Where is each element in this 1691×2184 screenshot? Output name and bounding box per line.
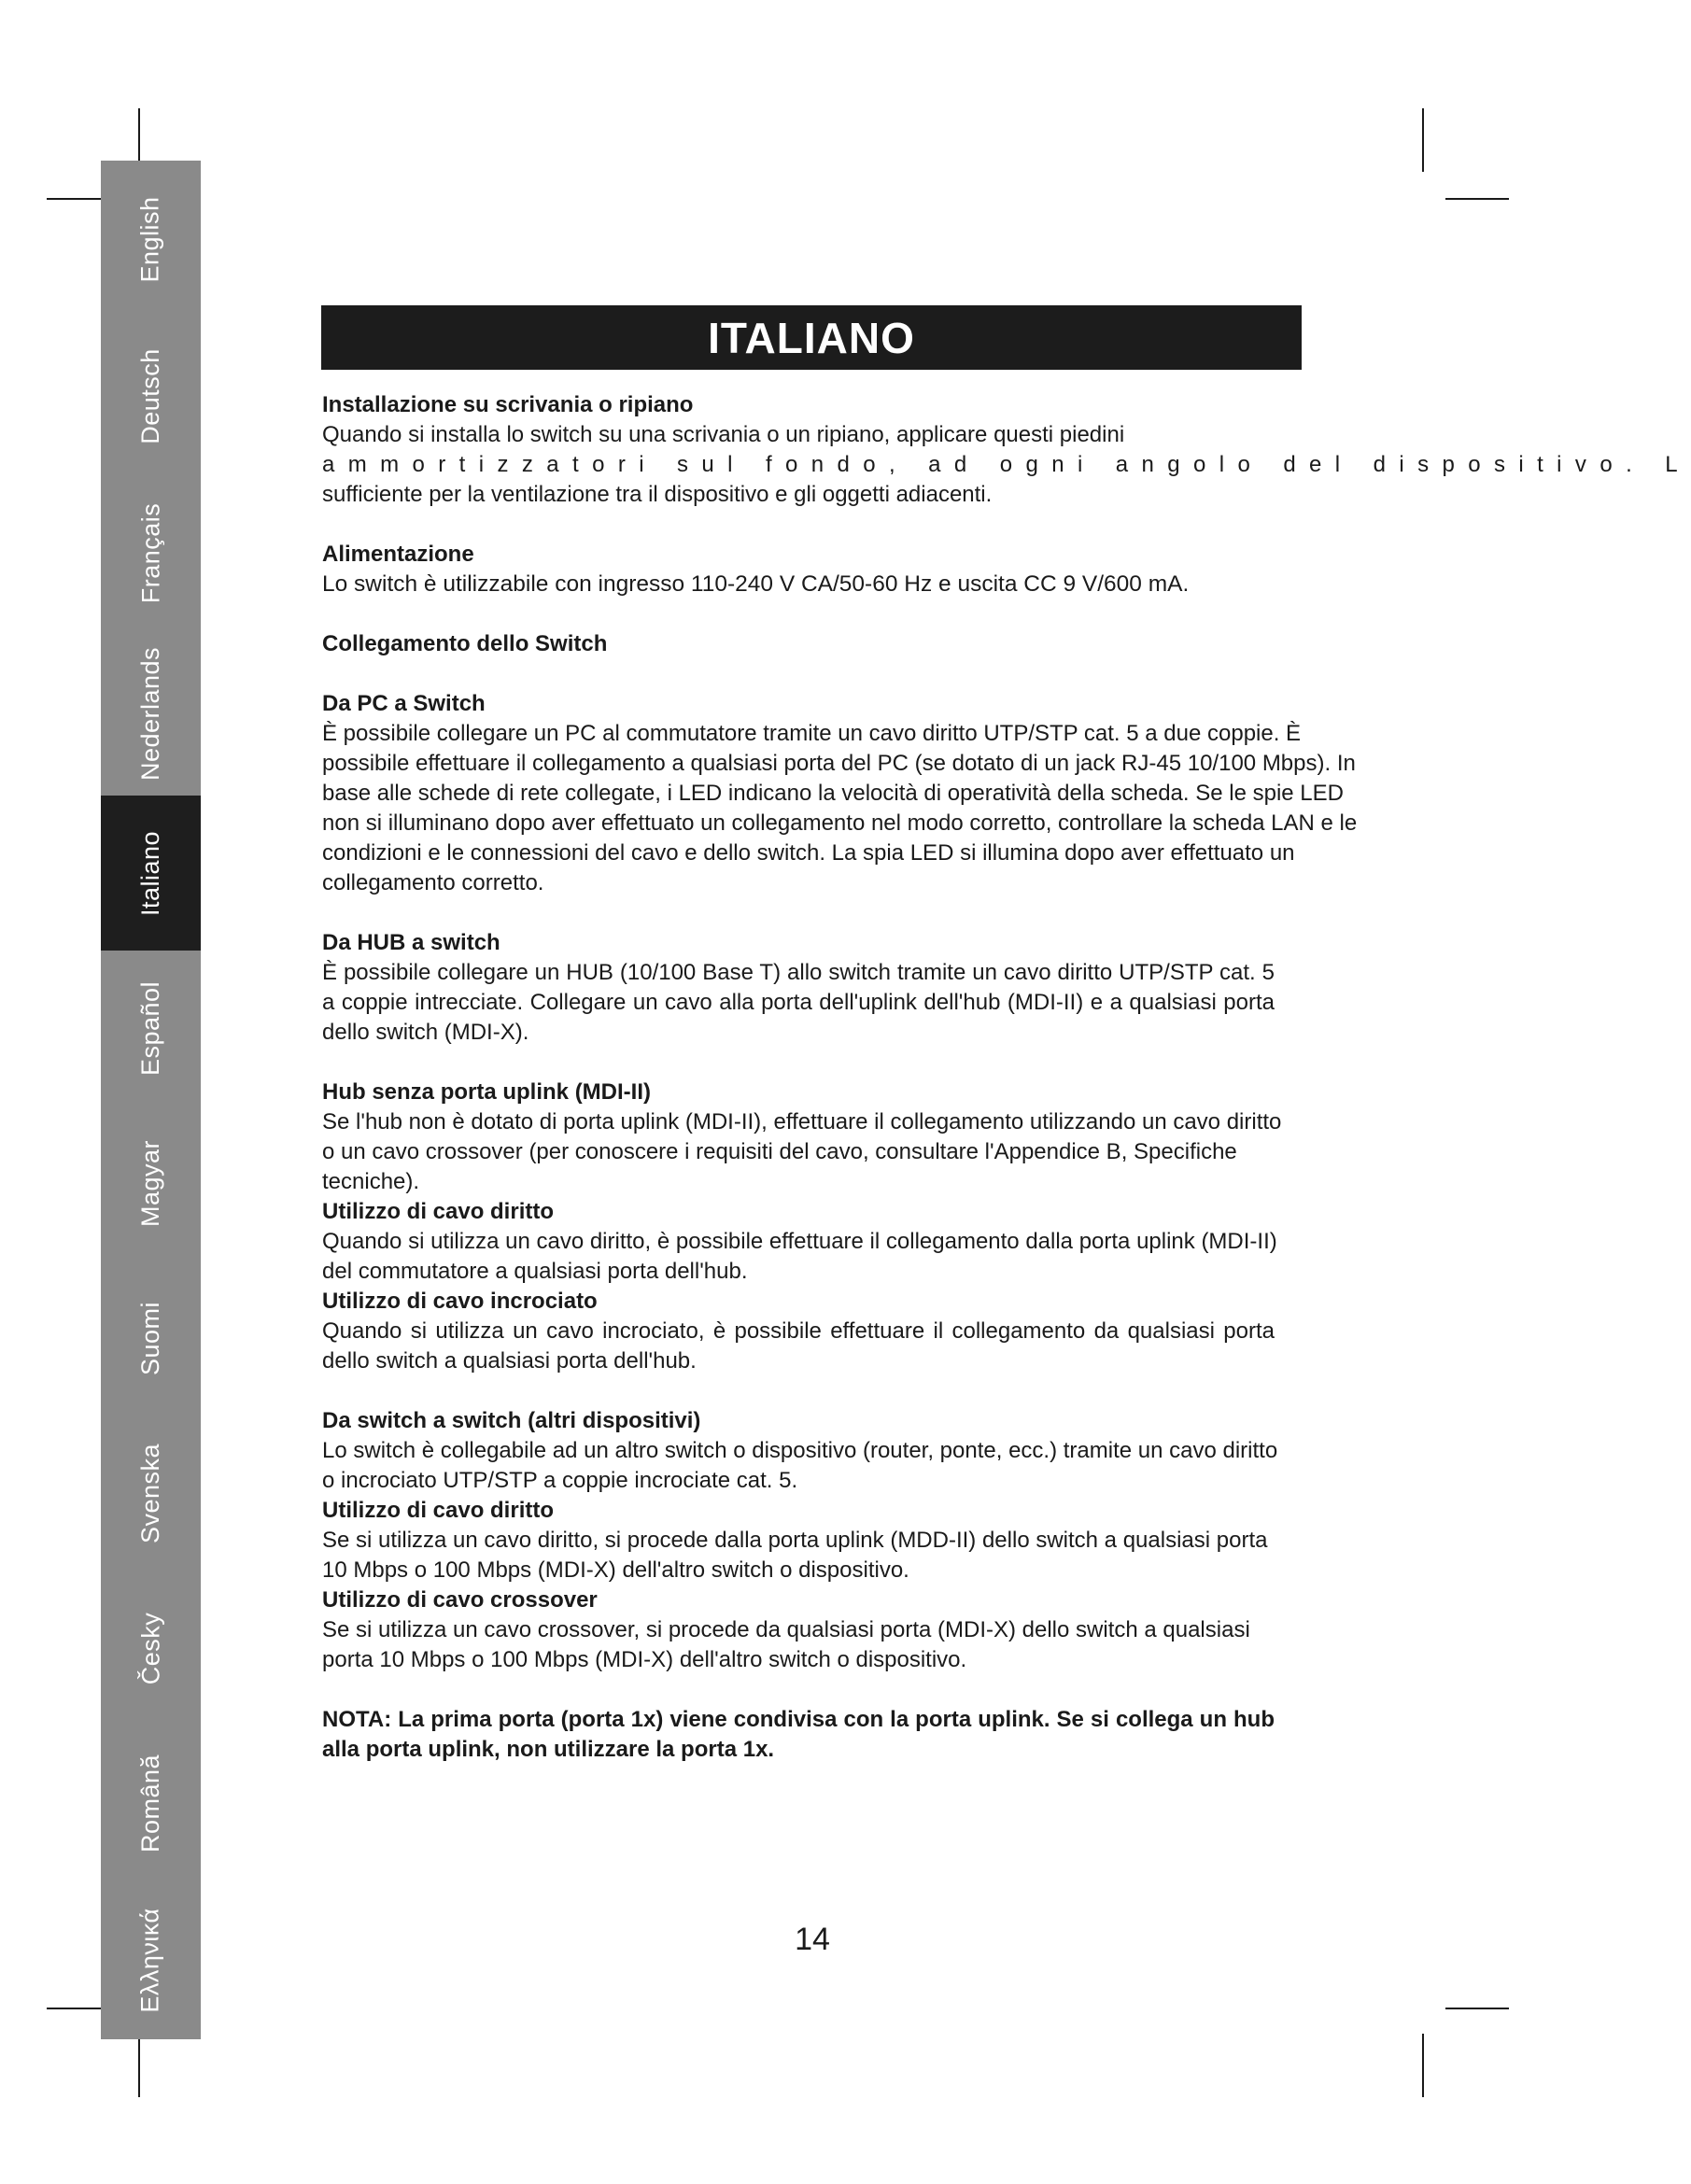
page-title-bar <box>321 305 1302 370</box>
paragraph: Se si utilizza un cavo diritto, si procede dalla porta uplink (MDD-II) dello switch a qualsiasi porta 10 Mbps o 100 Mbps (MDI-X) dell'altro switch o dispositivo. <box>322 1528 1268 1583</box>
paragraph: Se l'hub non è dotato di porta uplink (MDI-II), effettuare il collegamento utilizzando un cavo diritto o un cavo crossover (per conoscere i requisiti del cavo, consultare l'Appendice B, Specifiche tecniche). <box>322 1109 1282 1194</box>
section-heading: Installazione su scrivania o ripiano <box>322 392 694 417</box>
subsection-heading: Utilizzo di cavo crossover <box>322 1587 598 1613</box>
paragraph-line: Quando si installa lo switch su una scrivania o un ripiano, applicare questi piedini <box>322 422 1125 447</box>
subsection-heading: Utilizzo di cavo diritto <box>322 1199 555 1224</box>
lang-label: Nederlands <box>136 646 164 781</box>
lang-tab-deutsch[interactable] <box>101 317 201 474</box>
page-number: 14 <box>795 1922 830 1957</box>
lang-label: Deutsch <box>136 347 164 444</box>
lang-label: Svenska <box>136 1443 164 1543</box>
crop-mark <box>138 2034 140 2097</box>
lang-tab-cesky[interactable] <box>101 1571 201 1726</box>
lang-tab-suomi[interactable] <box>101 1261 201 1416</box>
lang-label: Magyar <box>136 1139 164 1227</box>
main-content <box>322 390 1691 1765</box>
lang-label: Español <box>135 980 164 1076</box>
lang-label: Suomi <box>136 1301 164 1375</box>
lang-tab-ellinika[interactable] <box>101 1881 201 2039</box>
lang-tab-svenska[interactable] <box>101 1416 201 1571</box>
paragraph: È possibile collegare un PC al commutatore tramite un cavo diritto UTP/STP cat. 5 a due coppie. È possibile effettuare il collegamento a qualsiasi porta del PC (se dotato di un jack RJ-45 10/100 Mbps). In base alle schede di rete collegate, i LED indicano la velocità di operatività della scheda. Se le spie LED non si illuminano dopo aver effettuato un collegamento nel modo corretto, controllare la scheda LAN e le condizioni e le connessioni del cavo e dello switch. La spia LED si illumina dopo aver effettuato un collegamento corretto. <box>322 721 1358 895</box>
section-heading: Alimentazione <box>322 542 474 567</box>
lang-tab-francais[interactable] <box>101 474 201 631</box>
lang-tab-english[interactable] <box>101 161 201 317</box>
paragraph: Se si utilizza un cavo crossover, si procede da qualsiasi porta (MDI-X) dello switch a qualsiasi porta 10 Mbps o 100 Mbps (MDI-X) dell'altro switch o dispositivo. <box>322 1617 1250 1672</box>
crop-mark <box>1445 198 1509 200</box>
page-title: ITALIANO <box>708 313 915 362</box>
paragraph-line: sufficiente per la ventilazione tra il dispositivo e gli oggetti adiacenti. <box>322 482 993 507</box>
lang-label: Italiano <box>135 830 164 916</box>
section-heading: Da PC a Switch <box>322 691 486 716</box>
paragraph-line: ammortizzatori sul fondo, ad ogni angolo del dispositivo. L <box>322 452 1691 477</box>
paragraph: Quando si utilizza un cavo incrociato, è possibile effettuare il collegamento da qualsiasi porta dello switch a qualsiasi porta dell'hub. <box>322 1318 1275 1374</box>
lang-tab-magyar[interactable] <box>101 1106 201 1261</box>
section-heading: Collegamento dello Switch <box>322 631 608 656</box>
lang-label: Română <box>136 1754 164 1853</box>
subsection-heading: Utilizzo di cavo incrociato <box>322 1289 598 1314</box>
lang-tab-espanol[interactable] <box>101 951 201 1106</box>
section-heading: Da HUB a switch <box>322 930 500 955</box>
lang-tab-romana[interactable] <box>101 1726 201 1881</box>
lang-label: Français <box>136 502 164 603</box>
subsection-heading: Utilizzo di cavo diritto <box>322 1498 555 1523</box>
lang-tab-italiano[interactable] <box>101 796 201 951</box>
lang-label: Česky <box>135 1612 164 1684</box>
lang-tab-nederlands[interactable] <box>101 631 201 796</box>
crop-mark <box>1422 108 1424 172</box>
language-sidebar <box>101 161 201 2039</box>
paragraph: Lo switch è collegabile ad un altro switch o dispositivo (router, ponte, ecc.) tramite un cavo diritto o incrociato UTP/STP a coppie incrociate cat. 5. <box>322 1438 1278 1493</box>
paragraph: È possibile collegare un HUB (10/100 Base T) allo switch tramite un cavo diritto UTP/STP cat. 5 a coppie intrecciate. Collegare un cavo alla porta dell'uplink dell'hub (MDI-II) e a qualsiasi porta dello switch (MDI-X). <box>322 960 1275 1045</box>
paragraph: Lo switch è utilizzabile con ingresso 110-240 V CA/50-60 Hz e uscita CC 9 V/600 mA. <box>322 571 1190 597</box>
section-heading: Da switch a switch (altri dispositivi) <box>322 1408 701 1433</box>
crop-mark <box>1445 2008 1509 2009</box>
paragraph: Quando si utilizza un cavo diritto, è possibile effettuare il collegamento dalla porta uplink (MDI-II) del commutatore a qualsiasi porta dell'hub. <box>322 1229 1277 1284</box>
crop-mark <box>1422 2034 1424 2097</box>
lang-label: English <box>136 195 164 283</box>
note-text: NOTA: La prima porta (porta 1x) viene condivisa con la porta uplink. Se si collega un hub alla porta uplink, non utilizzare la porta 1x. <box>322 1707 1275 1762</box>
section-heading: Hub senza porta uplink (MDI-II) <box>322 1079 651 1105</box>
lang-label: Ελληνικά <box>136 1907 164 2013</box>
